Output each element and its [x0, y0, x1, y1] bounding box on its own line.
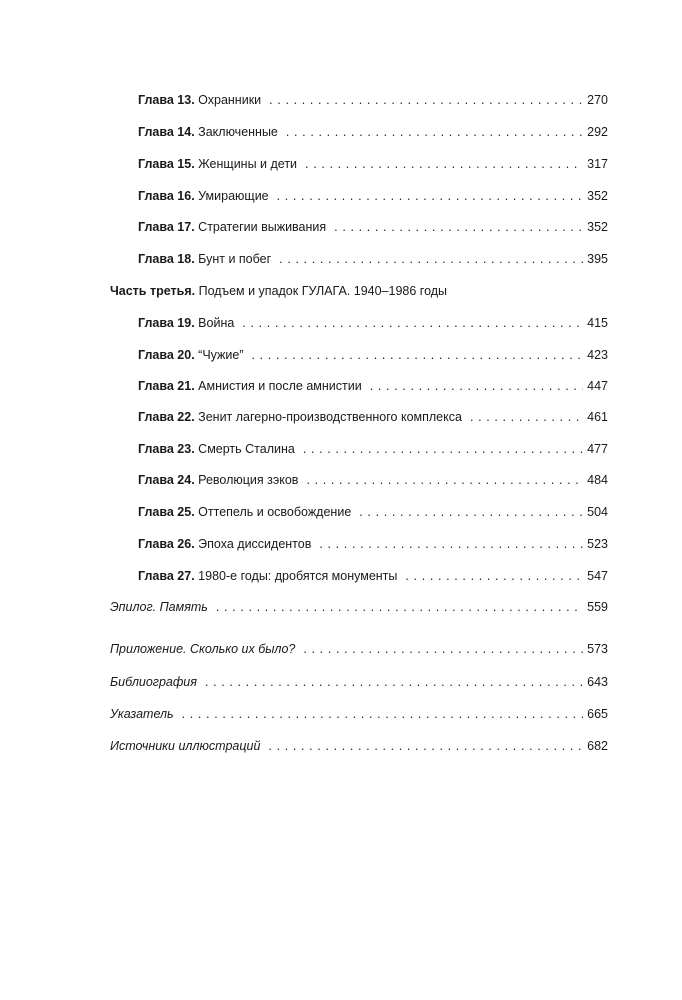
- toc-entry-chapter-23[interactable]: [138, 440, 608, 458]
- toc-entry-bibliography[interactable]: [110, 673, 608, 691]
- page-number: 547: [587, 569, 608, 583]
- dot-leader: [252, 346, 584, 364]
- dot-leader: [470, 408, 583, 426]
- entry-title: Приложение. Сколько их было?: [110, 642, 296, 656]
- chapter-title: Умирающие: [198, 189, 269, 203]
- page-number: 665: [587, 707, 608, 721]
- page-number: 415: [587, 316, 608, 330]
- chapter-title: Война: [198, 316, 235, 330]
- chapter-number: Глава 20.: [138, 348, 195, 362]
- chapter-number: Глава 13.: [138, 93, 195, 107]
- toc-entry-chapter-16[interactable]: [138, 187, 608, 205]
- page-number: 523: [587, 537, 608, 551]
- dot-leader: [182, 705, 584, 723]
- toc-entry-chapter-20[interactable]: [138, 346, 608, 364]
- dot-leader: [405, 567, 583, 585]
- chapter-title: Зенит лагерно-производственного комплекса: [198, 410, 462, 424]
- toc-entry-index[interactable]: [110, 705, 608, 723]
- page-number: 270: [587, 93, 608, 107]
- page-number: 352: [587, 220, 608, 234]
- part-label: Часть третья.: [110, 284, 196, 298]
- toc-entry-chapter-19[interactable]: [138, 314, 608, 332]
- chapter-number: Глава 25.: [138, 505, 195, 519]
- chapter-title: Эпоха диссидентов: [198, 537, 312, 551]
- toc-entry-chapter-13[interactable]: [138, 91, 608, 109]
- chapter-title: Бунт и побег: [198, 252, 272, 266]
- page-number: 447: [587, 379, 608, 393]
- page-number: 352: [587, 189, 608, 203]
- page-number: 317: [587, 157, 608, 171]
- page-number: 504: [587, 505, 608, 519]
- dot-leader: [205, 673, 583, 691]
- dot-leader: [370, 377, 583, 395]
- page-number: 395: [587, 252, 608, 266]
- page-number: 423: [587, 348, 608, 362]
- toc-entry-chapter-26[interactable]: [138, 535, 608, 553]
- dot-leader: [306, 471, 583, 489]
- page-number: 643: [587, 675, 608, 689]
- chapter-title: Заключенные: [198, 125, 278, 139]
- dot-leader: [334, 218, 583, 236]
- dot-leader: [319, 535, 583, 553]
- page-number: 477: [587, 442, 608, 456]
- chapter-number: Глава 26.: [138, 537, 195, 551]
- chapter-number: Глава 19.: [138, 316, 195, 330]
- chapter-title: 1980-е годы: дробятся монументы: [198, 569, 398, 583]
- dot-leader: [303, 440, 583, 458]
- entry-title: Источники иллюстраций: [110, 739, 261, 753]
- chapter-number: Глава 14.: [138, 125, 195, 139]
- toc-entry-chapter-21[interactable]: [138, 377, 608, 395]
- toc-entry-chapter-27[interactable]: [138, 567, 608, 585]
- chapter-number: Глава 17.: [138, 220, 195, 234]
- toc-entry-epilogue[interactable]: [110, 598, 608, 616]
- page-number: 292: [587, 125, 608, 139]
- toc-entry-chapter-25[interactable]: [138, 503, 608, 521]
- part-title: Подъем и упадок ГУЛАГА. 1940–1986 годы: [198, 284, 448, 298]
- entry-title: Библиография: [110, 675, 197, 689]
- chapter-title: Женщины и дети: [198, 157, 298, 171]
- page-number: 559: [587, 600, 608, 614]
- dot-leader: [269, 91, 583, 109]
- page-number: 484: [587, 473, 608, 487]
- toc-entry-chapter-15[interactable]: [138, 155, 608, 173]
- chapter-title: Охранники: [198, 93, 262, 107]
- chapter-title: Смерть Сталина: [198, 442, 295, 456]
- toc-part-three[interactable]: [110, 282, 608, 300]
- dot-leader: [268, 737, 583, 755]
- entry-title: Эпилог. Память: [110, 600, 208, 614]
- toc-entry-chapter-14[interactable]: [138, 123, 608, 141]
- chapter-number: Глава 15.: [138, 157, 195, 171]
- toc-entry-chapter-18[interactable]: [138, 250, 608, 268]
- toc-entry-chapter-22[interactable]: [138, 408, 608, 426]
- chapter-number: Глава 18.: [138, 252, 195, 266]
- chapter-number: Глава 21.: [138, 379, 195, 393]
- page-number: 461: [587, 410, 608, 424]
- dot-leader: [359, 503, 583, 521]
- page-number: 573: [587, 642, 608, 656]
- chapter-title: “Чужие”: [198, 348, 244, 362]
- entry-title: Указатель: [110, 707, 174, 721]
- chapter-title: Амнистия и после амнистии: [198, 379, 362, 393]
- dot-leader: [242, 314, 583, 332]
- dot-leader: [286, 123, 583, 141]
- dot-leader: [277, 187, 584, 205]
- dot-leader: [305, 155, 583, 173]
- chapter-title: Революция зэков: [198, 473, 299, 487]
- chapter-number: Глава 24.: [138, 473, 195, 487]
- page-number: 682: [587, 739, 608, 753]
- chapter-number: Глава 27.: [138, 569, 195, 583]
- toc-entry-chapter-17[interactable]: [138, 218, 608, 236]
- chapter-number: Глава 22.: [138, 410, 195, 424]
- toc-entry-appendix[interactable]: [110, 640, 608, 658]
- toc-entry-illustration-sources[interactable]: [110, 737, 608, 755]
- toc-entry-chapter-24[interactable]: [138, 471, 608, 489]
- chapter-number: Глава 16.: [138, 189, 195, 203]
- chapter-title: Оттепель и освобождение: [198, 505, 352, 519]
- dot-leader: [216, 598, 583, 616]
- chapter-number: Глава 23.: [138, 442, 195, 456]
- dot-leader: [279, 250, 583, 268]
- dot-leader: [303, 640, 583, 658]
- chapter-title: Стратегии выживания: [198, 220, 327, 234]
